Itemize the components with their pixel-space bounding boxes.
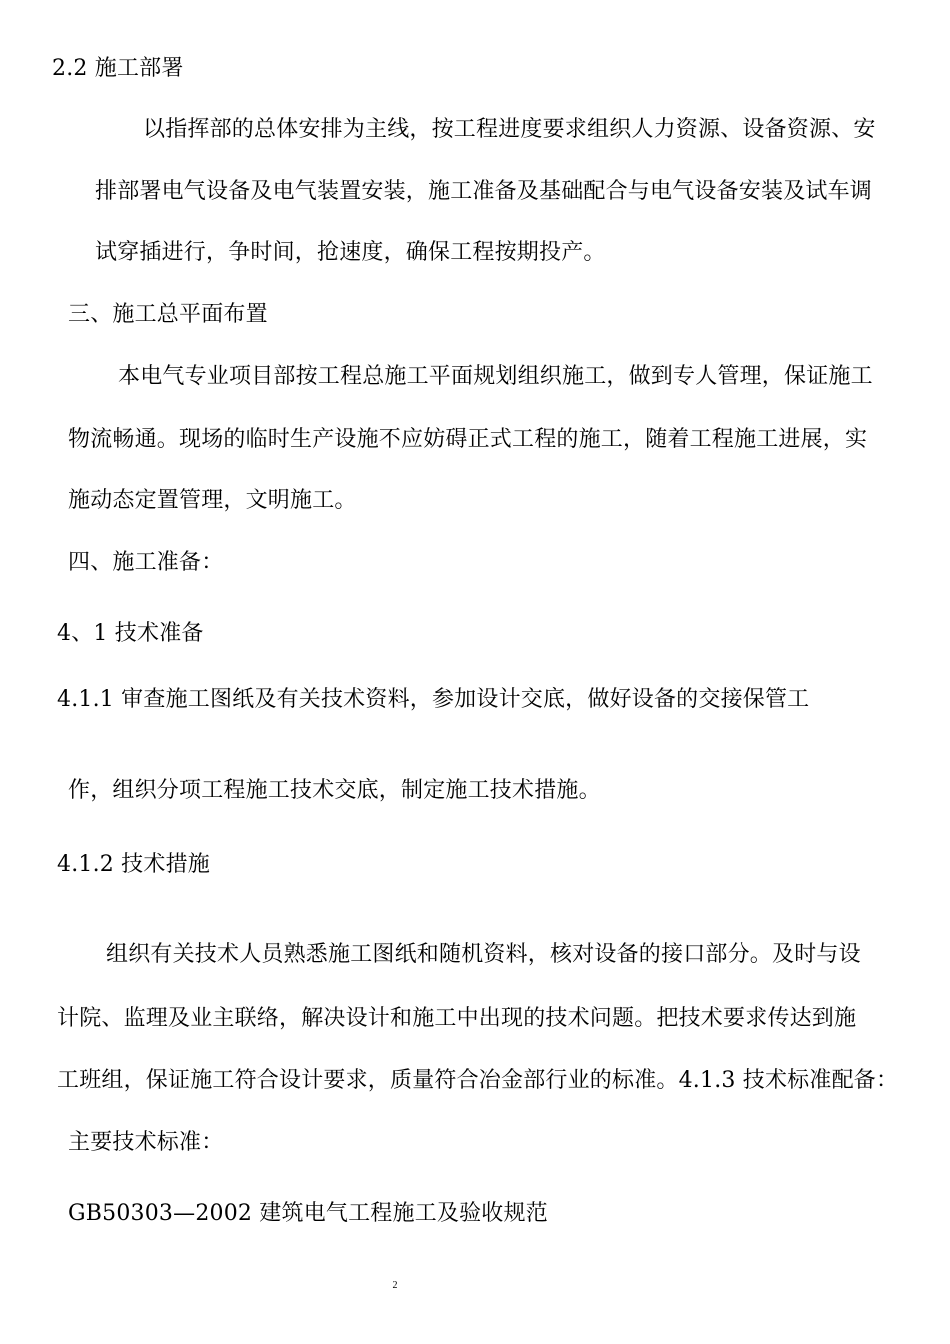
- paragraph-line: 主要技术标准：: [68, 1130, 224, 1155]
- page-number: 2: [392, 1280, 398, 1291]
- subsection-heading-4-1: 4、1 技术准备: [57, 621, 204, 646]
- paragraph-line: 组织有关技术人员熟悉施工图纸和随机资料，核对设备的接口部分。及时与设: [106, 942, 861, 967]
- paragraph-line: 试穿插进行，争时间，抢速度，确保工程按期投产。: [95, 240, 606, 265]
- subsection-heading-4-1-2: 4.1.2 技术措施: [57, 852, 210, 877]
- paragraph-line: 物流畅通。现场的临时生产设施不应妨碍正式工程的施工，随着工程施工进展，实: [68, 427, 868, 452]
- paragraph-line: 工班组，保证施工符合设计要求，质量符合冶金部行业的标准。4.1.3 技术标准配备：: [57, 1068, 899, 1093]
- paragraph-line: 4.1.1 审查施工图纸及有关技术资料，参加设计交底，做好设备的交接保管工: [57, 687, 810, 712]
- paragraph-line: 计院、监理及业主联络，解决设计和施工中出现的技术问题。把技术要求传达到施: [57, 1006, 857, 1031]
- paragraph-line: 以指挥部的总体安排为主线，按工程进度要求组织人力资源、设备资源、安: [143, 117, 876, 142]
- section-heading-2-2: 2.2 施工部署: [52, 56, 184, 81]
- section-heading-3: 三、施工总平面布置: [68, 302, 268, 327]
- paragraph-line: 施动态定置管理，文明施工。: [68, 488, 357, 513]
- paragraph-line: 排部署电气设备及电气装置安装，施工准备及基础配合与电气设备安装及试车调: [95, 179, 873, 204]
- standard-reference: GB50303—2002 建筑电气工程施工及验收规范: [68, 1201, 548, 1226]
- section-heading-4: 四、施工准备：: [68, 550, 224, 575]
- paragraph-line: 作，组织分项工程施工技术交底，制定施工技术措施。: [68, 778, 601, 803]
- paragraph-line: 本电气专业项目部按工程总施工平面规划组织施工，做到专人管理，保证施工: [118, 364, 873, 389]
